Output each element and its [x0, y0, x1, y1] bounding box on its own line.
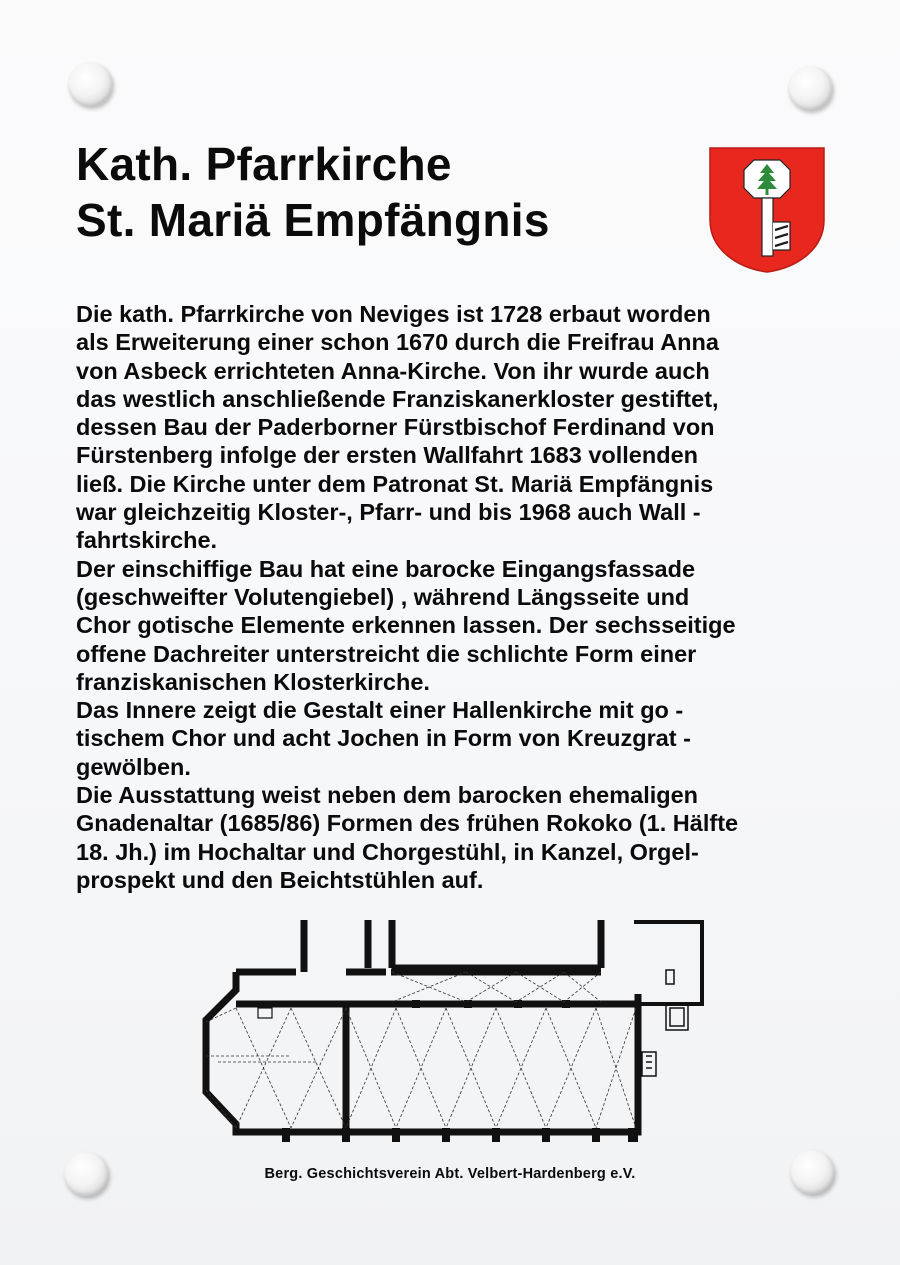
title-line-1: Kath. Pfarrkirche [76, 138, 452, 190]
description-line: Die Ausstattung weist neben dem barocken ehemaligen [76, 782, 699, 809]
description-line: (geschweifter Volutengiebel) , während Längsseite und [76, 583, 690, 610]
description-line: ließ. Die Kirche unter dem Patronat St. Mariä Empfängnis [76, 470, 714, 497]
footer-credit: Berg. Geschichtsverein Abt. Velbert-Hardenberg e.V. [264, 1166, 636, 1182]
description-line: gewölben. [76, 753, 191, 780]
description-line: fahrtskirche. [76, 527, 218, 554]
description-line: prospekt und den Beichtstühlen auf. [76, 866, 484, 893]
screw-top-right-icon [788, 66, 832, 110]
description-line: war gleichzeitig Kloster-, Pfarr- und bis 1968 auch Wall - [76, 499, 701, 526]
description-line: von Asbeck errichteten Anna-Kirche. Von ihr wurde auch [76, 357, 710, 384]
description-line: als Erweiterung einer schon 1670 durch die Freifrau Anna [76, 329, 719, 356]
description-line: dessen Bau der Paderborner Fürstbischof Ferdinand von [76, 414, 715, 441]
coat-of-arms-key-icon [708, 146, 826, 274]
church-floor-plan-icon [196, 912, 716, 1147]
description-line: tischem Chor und acht Jochen in Form von Kreuzgrat - [76, 725, 691, 752]
description-line: 18. Jh.) im Hochaltar und Chorgestühl, in Kanzel, Orgel- [76, 838, 699, 865]
screw-top-left-icon [68, 62, 112, 106]
description-line: offene Dachreiter unterstreicht die schlichte Form einer [76, 640, 697, 667]
description-text [76, 300, 856, 894]
description-line: Gnadenaltar (1685/86) Formen des frühen Rokoko (1. Hälfte [76, 810, 739, 837]
description-line: franziskanischen Klosterkirche. [76, 668, 430, 695]
description-line: Chor gotische Elemente erkennen lassen. Der sechsseitige [76, 612, 736, 639]
page-title [76, 136, 550, 248]
description-line: Der einschiffige Bau hat eine barocke Eingangsfassade [76, 555, 696, 582]
title-line-2: St. Mariä Empfängnis [76, 194, 550, 246]
description-line: Das Innere zeigt die Gestalt einer Hallenkirche mit go - [76, 697, 684, 724]
description-line: Die kath. Pfarrkirche von Neviges ist 1728 erbaut worden [76, 301, 711, 327]
description-line: Fürstenberg infolge der ersten Wallfahrt 1683 vollenden [76, 442, 699, 469]
description-line: das westlich anschließende Franziskanerkloster gestiftet, [76, 385, 719, 412]
